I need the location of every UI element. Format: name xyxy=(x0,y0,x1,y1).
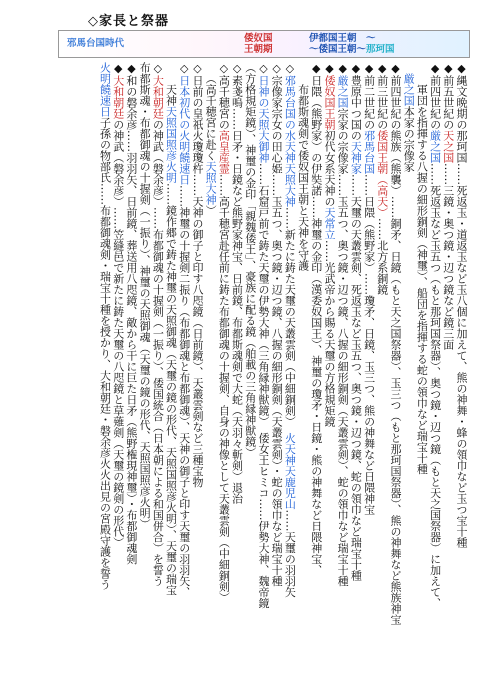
text-segment: 倭奴国王朝 xyxy=(322,75,336,130)
page-title: ◇家長と祭器 xyxy=(88,14,169,29)
text-segment: ◇宗像家宗女の田心姫……玉五つ、奥つ鏡・辺つ鏡、八握の細形銅剣（天叢雲剣）・蛇の領巾など瑞宝十種 xyxy=(270,62,284,587)
text-segment: ……神璽の十握剣二振り（布都御魂と布都御魂）、天神の御子と印す天璽の羽羽矢、 xyxy=(177,185,191,598)
text-segment: ◆前三世紀の xyxy=(375,62,389,130)
text-line-l17 xyxy=(244,62,257,674)
text-segment: ◇高千穂宮の xyxy=(217,62,231,130)
text-line-l08 xyxy=(362,62,375,674)
text-line-l22 xyxy=(178,62,191,674)
text-segment: ◇ xyxy=(283,62,297,75)
text-segment: 軍団を指揮する八握の細形銅剣（神璽）、船団を指揮する蛇の領巾など瑞宝十種 xyxy=(415,84,429,475)
text-segment: ◇日前の皇祇火瓊瓊杵……天神の御子と印す八咫鏡（日前鏡）、天叢雲剣など三種宝物 xyxy=(190,62,204,488)
text-segment: ◆ xyxy=(111,62,125,75)
text-line-l12 xyxy=(310,62,323,674)
text-segment: 大和朝廷 xyxy=(111,75,125,119)
text-segment: ◇ xyxy=(151,62,165,75)
text-segment: ◆前二世紀の xyxy=(362,62,376,130)
era-izumo-label xyxy=(309,33,395,55)
text-segment: 厳之国 xyxy=(336,75,350,108)
text-segment: ……天璽の天叢雲剣、死返玉など玉五つ、奥つ鏡・辺つ鏡、蛇の領巾など瑞宝十種 xyxy=(349,174,363,581)
text-segment: ◇ xyxy=(256,62,270,75)
text-segment: ◆縄文晩期の那珂国……死返玉・道返玉など玉八個に加えて、熊の神舞・蜂の領巾など玉つ宝十種 xyxy=(455,62,468,548)
text-segment: 日本初代の火明饒速日 xyxy=(177,75,191,185)
era-wa-label xyxy=(244,33,273,55)
text-segment: 火天神天鹿児山 xyxy=(283,432,297,510)
text-segment: 天常立 xyxy=(322,207,336,240)
text-line-l16 xyxy=(257,62,270,674)
text-segment: 布都斯魂・布都御魂の十握剣（一振り）、神璽の天照御魂（天璽の鏡の形代、天照国照彦火明） xyxy=(138,62,152,530)
text-segment: （方格規矩鏡）、神璽の金印「親魏倭王」、豪族に配る鏡（舶載の三角縁神獣鏡） xyxy=(243,62,257,458)
text-line-l10 xyxy=(336,62,349,674)
text-line-l23 xyxy=(164,62,177,696)
text-segment: ……北方系銅鏡 xyxy=(375,218,389,295)
text-segment: （高千穂宮に赴く xyxy=(204,73,218,161)
text-line-l19 xyxy=(217,62,230,674)
text-segment: 天照大神 xyxy=(204,161,218,205)
text-segment: の神武（磐余彦）……笠縫邑で新たに鋳た天璽の八咫鏡と草薙剣（天璽の鏡剣の形代） xyxy=(111,119,125,548)
text-segment: 大和朝廷 xyxy=(151,75,165,119)
text-segment: 初代女系天神の xyxy=(322,130,336,207)
text-line-l25 xyxy=(138,62,151,674)
text-segment: の神武（磐余彦）……布都御魂の十握剣（一振り）、倭国統合（日本朝による和国併合）を誓う xyxy=(151,119,165,587)
text-line-l14 xyxy=(283,62,296,674)
text-segment: ……高千穂宮赴任前に鋳た布都御魂の十握剣、自身の神像として天叢雲剣（中細銅剣） xyxy=(217,174,231,603)
text-segment: 厳之国 xyxy=(428,130,442,163)
text-segment: ◆日隈（熊野家）の伊奘諾……神璽の金印（漢委奴国王）、神璽の瓊矛・日鏡・熊の神舞など日隈神宝、 xyxy=(309,62,323,576)
era-wa-line2: 王朝期 xyxy=(244,44,273,55)
text-segment: 本家の宗像家 xyxy=(402,106,416,172)
text-line-l11 xyxy=(323,62,336,674)
text-line-l06 xyxy=(389,62,402,674)
text-segment: ◆前四世紀の xyxy=(428,62,442,130)
text-line-l26 xyxy=(125,62,138,674)
text-segment: 火明饒速日 xyxy=(98,62,112,117)
text-line-l24 xyxy=(151,62,164,674)
text-segment: ◇素戔嗚……日矛・日鏡など熊野家神宝、日前鏡、布都斯魂剣で大蛇（天羽々斬剣）退治 xyxy=(230,62,244,504)
text-segment: 高皇産霊 xyxy=(217,130,231,174)
text-segment: ……天璽の羽羽矢 xyxy=(283,509,297,598)
text-segment: ◆豊原中つ国の xyxy=(349,62,363,141)
text-segment: ◆前四世紀の熊族（熊襲）……銅矛、日鏡（もと天之国祭器）、玉三つ（もと那珂国祭器）、熊の神舞など熊族神宝 xyxy=(388,62,402,625)
text-line-l05 xyxy=(402,62,415,685)
era-wa-line1: 倭奴国 xyxy=(244,33,273,44)
text-segment: ……石窟戸前で鋳た天璽の伊勢大神（三角縁神獣鏡） 倭女王ヒミコ……伊勢大神、魏帝鏡 xyxy=(256,163,270,609)
text-line-l28 xyxy=(98,62,111,674)
text-line-l02 xyxy=(442,62,455,674)
text-segment: 厳之国 xyxy=(402,73,416,106)
text-segment: 天照国照彦火明 xyxy=(164,106,178,183)
era-izumo-line2b: 那珂国 xyxy=(366,44,395,55)
text-segment: ◇ xyxy=(177,62,191,75)
vertical-text-body xyxy=(38,62,468,674)
text-line-l15 xyxy=(270,62,283,674)
text-segment: 邪馬台国の水天神天照大神 xyxy=(283,75,297,207)
text-segment: ◆ xyxy=(336,62,350,75)
text-segment: 天神 xyxy=(164,84,178,106)
text-line-l13 xyxy=(296,62,309,696)
era-izumo-line2a: 〜倭国王朝〜 xyxy=(309,44,367,55)
text-segment: ……新たに鋳た天璽の天叢雲剣（中細銅剣） xyxy=(283,207,297,433)
text-segment: ……死返玉など玉五つ（もと那珂国祭器）、奥つ鏡・辺つ鏡（もと天之国祭器）に加えて、 xyxy=(428,163,442,609)
text-segment: ◆和の磐余彦……羽羽矢、日前鏡、葬送用八咫鏡、敵から干に巨た日矛（熊野権現神璽）・布都御魂剣 xyxy=(124,62,138,565)
text-segment: 日神の天照大御神 xyxy=(256,75,270,163)
text-segment: 天之国 xyxy=(441,130,455,163)
text-segment: 倭国王朝（高天） xyxy=(375,130,389,218)
text-line-l21 xyxy=(191,62,204,674)
text-segment: 子孫の物部氏……布都御魂剣・瑞宝十種を授かり、大和朝廷・磐余彦火火出見の宮殿守護を誓う xyxy=(98,117,112,590)
text-line-l07 xyxy=(376,62,389,674)
text-segment: ◆前五世紀の xyxy=(441,62,455,130)
text-segment: ……三鏡・奥つ鏡・辺つ鏡など鏡三面 xyxy=(441,163,455,350)
text-segment: 天神家 xyxy=(349,141,363,174)
text-line-l04 xyxy=(415,62,428,696)
text-line-l09 xyxy=(349,62,362,674)
text-line-l20 xyxy=(204,62,217,685)
text-segment: ……光武帝から賜る天璽の方格規矩鏡 xyxy=(322,240,336,427)
text-segment: 邪馬台国 xyxy=(362,130,376,174)
era-yamatai-label: 邪馬台国時代 xyxy=(67,38,125,49)
text-segment: 宗家の宗像家……玉五つ、奥つ鏡・辺つ鏡、八握の細形銅剣（天叢雲剣）、蛇の領巾など瑞宝十種 xyxy=(336,108,350,587)
text-segment: ） xyxy=(204,205,218,216)
text-segment: ◆ xyxy=(322,62,336,75)
text-line-l01 xyxy=(455,62,468,674)
text-segment: ……鏡作郷で鋳た神璽の天照御魂（天璽の鏡の形代、天照国照彦火明）、天璽の瑞宝 xyxy=(164,183,178,596)
text-line-l18 xyxy=(230,62,243,674)
text-line-l03 xyxy=(428,62,441,674)
era-izumo-line1: 伊都国王朝 〜 xyxy=(309,33,376,44)
text-line-l27 xyxy=(112,62,125,674)
text-segment: ……日隈（熊野家）……瓊矛、日鏡、玉三つ、熊の神舞など日隈神宝 xyxy=(362,174,376,515)
text-segment: 布都斯魂剣で倭奴国王朝と天神を守護 xyxy=(296,84,310,271)
era-timeline-bar xyxy=(58,30,470,58)
